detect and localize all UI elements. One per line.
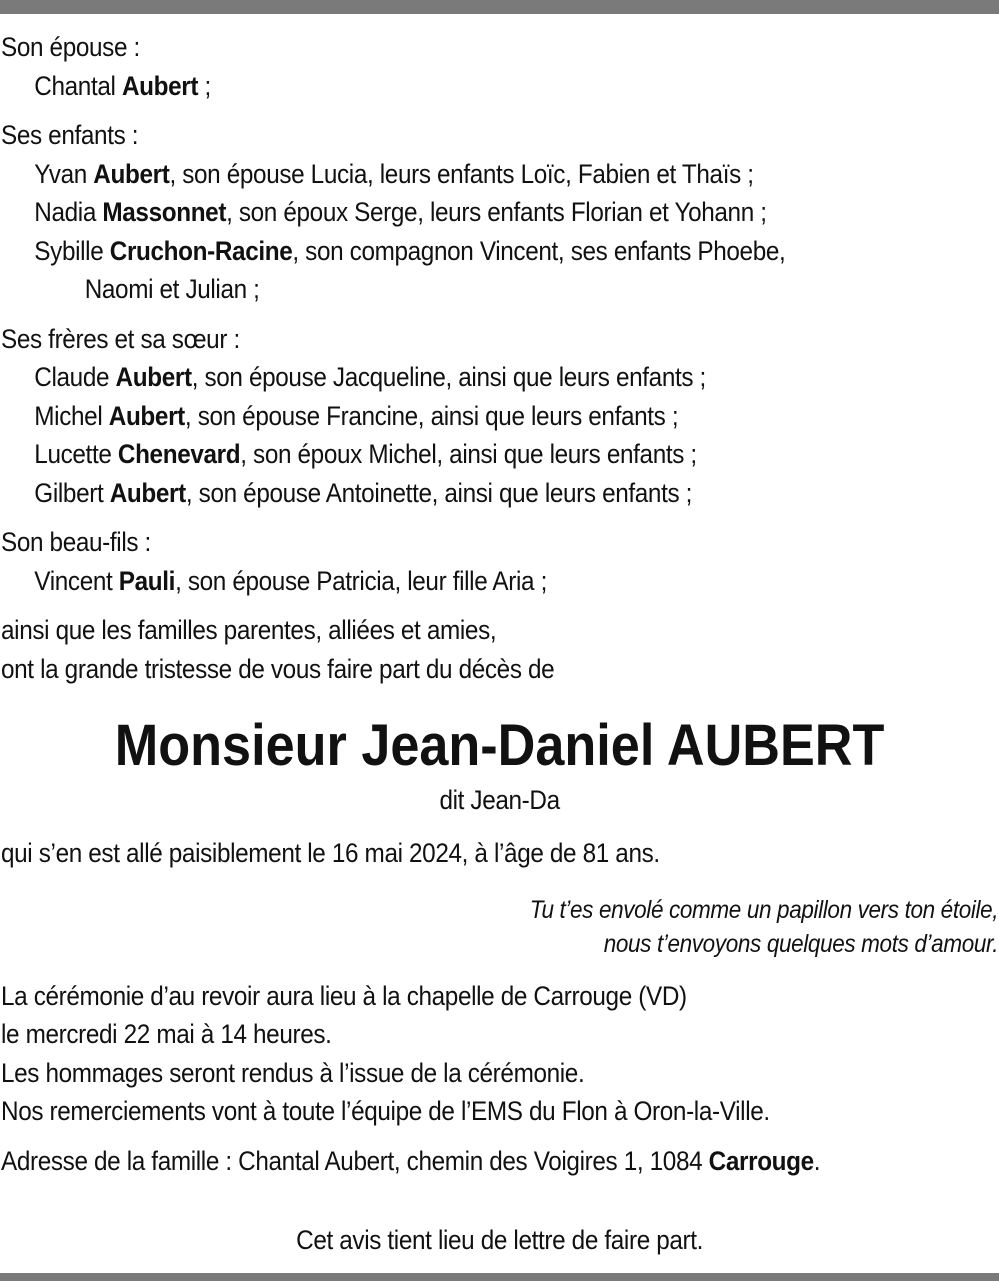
spouse-heading: Son épouse : [1,32,140,62]
child-line: Yvan Aubert, son épouse Lucia, leurs enfants Loïc, Fabien et Thaïs ; [34,158,754,189]
intro-line: ont la grande tristesse de vous faire part du décès de [1,653,555,684]
children-section [1,116,998,309]
family-address: Adresse de la famille : Chantal Aubert, chemin des Voigires 1, 1084 Carrouge. [1,1145,821,1176]
intro-text [1,611,998,688]
stepson-line: Vincent Pauli, son épouse Patricia, leur fille Aria ; [34,565,547,596]
sibling-line: Lucette Chenevard, son époux Michel, ainsi que leurs enfants ; [34,439,697,469]
obituary-notice [1,28,998,1260]
closing-note: Cet avis tient lieu de lettre de faire part. [296,1225,704,1255]
spouse-section [1,28,998,105]
ceremony-line: La cérémonie d’au revoir aura lieu à la chapelle de Carrouge (VD) [1,980,687,1011]
ceremony-line: Les hommages seront rendus à l’issue de la cérémonie. [1,1057,585,1088]
siblings-section [1,320,998,513]
children-heading: Ses enfants : [1,120,139,150]
intro-line: ainsi que les familles parentes, alliées et amies, [1,615,497,645]
stepson-heading: Son beau-fils : [1,527,151,557]
child-line: Sybille Cruchon-Racine, son compagnon Vincent, ses enfants Phoebe, [34,235,786,266]
deceased-nickname: dit Jean-Da [439,785,560,815]
stepson-section [1,523,998,600]
child-line: Nadia Massonnet, son époux Serge, leurs enfants Florian et Yohann ; [34,197,767,227]
sibling-line: Gilbert Aubert, son épouse Antoinette, ainsi que leurs enfants ; [34,477,693,508]
sibling-line: Claude Aubert, son épouse Jacqueline, ainsi que leurs enfants ; [34,362,706,392]
top-rule [0,0,999,14]
deceased-name: Monsieur Jean-Daniel AUBERT [114,713,885,778]
ceremony-details [1,977,998,1131]
verse-line: Tu t’es envolé comme un papillon vers ton étoile, [529,895,999,924]
sibling-line: Michel Aubert, son épouse Francine, ainsi que leurs enfants ; [34,400,679,431]
child-line-continuation: Naomi et Julian ; [84,274,260,304]
verse-line: nous t’envoyons quelques mots d’amour. [603,929,999,958]
passing-statement: qui s’en est allé paisiblement le 16 mai 2024, à l’âge de 81 ans. [1,838,660,868]
ceremony-line: le mercredi 22 mai à 14 heures. [1,1019,332,1049]
spouse-line: Chantal Aubert ; [34,70,211,101]
bottom-rule [0,1273,999,1281]
siblings-heading: Ses frères et sa sœur : [1,323,240,354]
memorial-verse [1,893,998,961]
ceremony-line: Nos remerciements vont à toute l’équipe de l’EMS du Flon à Oron-la-Ville. [1,1096,770,1126]
